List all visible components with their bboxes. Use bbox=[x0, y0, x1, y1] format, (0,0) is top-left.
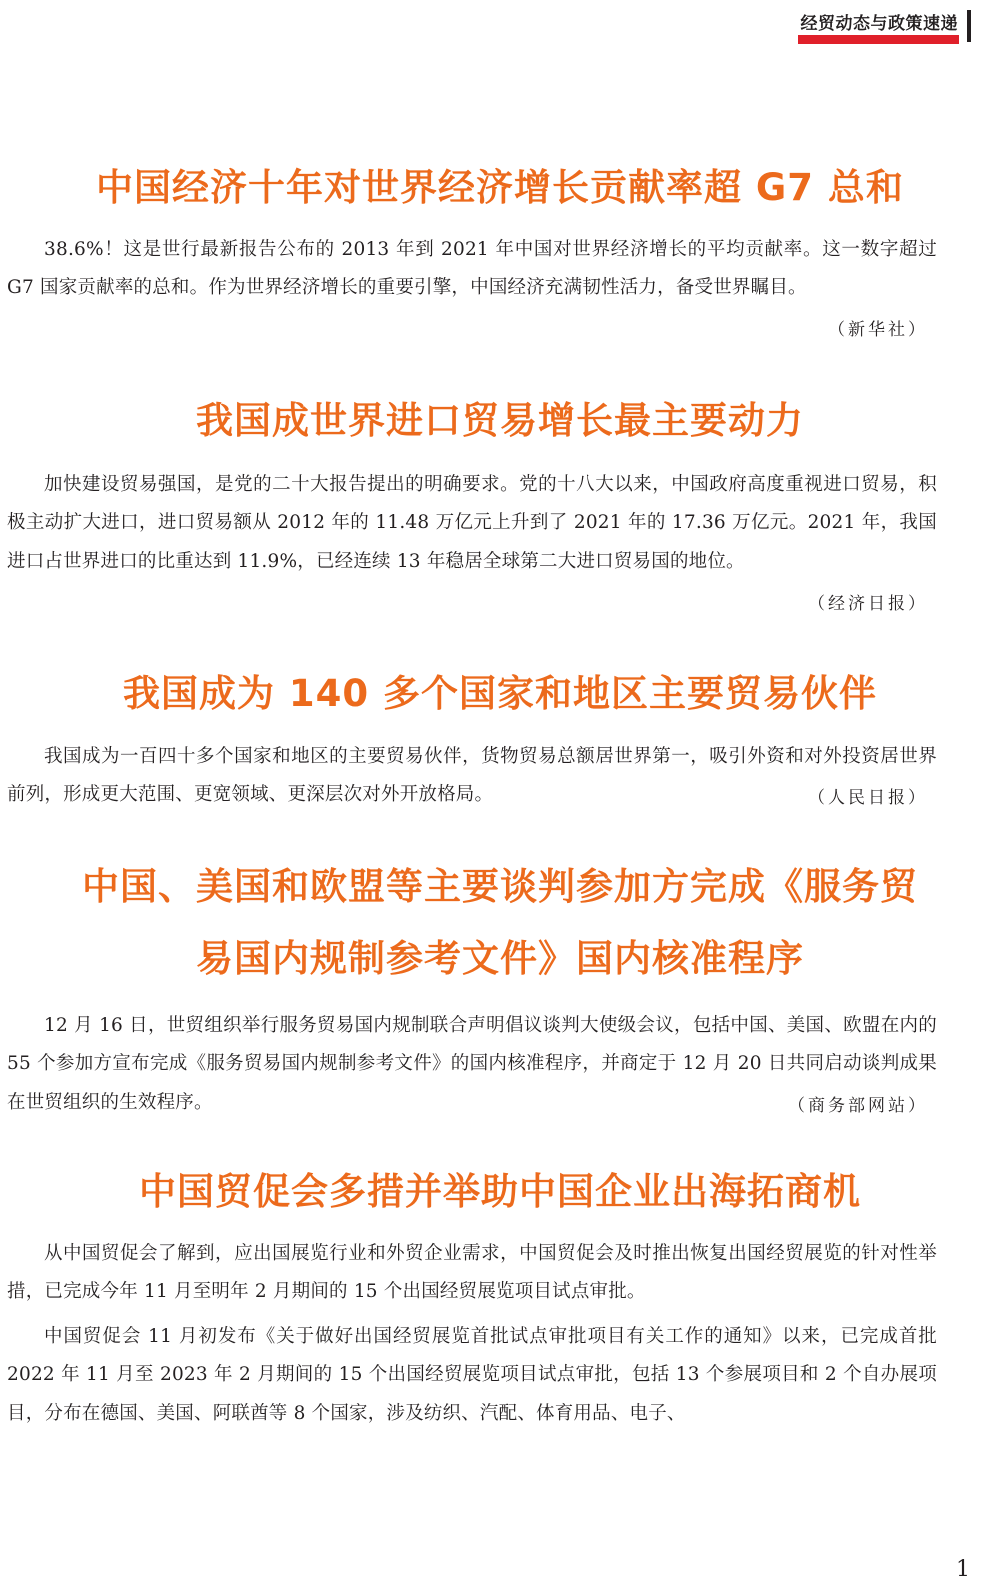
page-edge-rule bbox=[967, 10, 971, 42]
headline-line-1: 中国、美国和欧盟等主要谈判参加方完成《服务贸 bbox=[82, 865, 918, 908]
page-number: 1 bbox=[956, 1557, 970, 1582]
section-title: 经贸动态与政策速递 bbox=[800, 14, 958, 34]
headline: 我国成世界进口贸易增长最主要动力 bbox=[196, 399, 804, 442]
body-paragraph: 中国贸促会 11 月初发布《关于做好出国经贸展览首批试点审批项目有关工作的通知》以来，已完成首批 2022 年 11 月至 2023 年 2 月期间的 15 个出国经贸展览项目试点审批，包括 13 个参展项目和 2 个自办展项目，分布在德国、美国、阿联酋等 8 个国家，涉及纺织、汽配、体育用品、电子、 bbox=[7, 1326, 937, 1424]
headline-line-2: 易国内规制参考文件》国内核准程序 bbox=[196, 937, 804, 980]
body-paragraph: 12 月 16 日，世贸组织举行服务贸易国内规制联合声明倡议谈判大使级会议，包括中国、美国、欧盟在内的 55 个参加方宣布完成《服务贸易国内规制参考文件》的国内核准程序，并商定于 12 月 20 日共同启动谈判成果在世贸组织的生效程序。 bbox=[7, 1015, 937, 1113]
news-source: （经济日报） bbox=[808, 594, 928, 614]
body-paragraph: 38.6%！这是世行最新报告公布的 2013 年到 2021 年中国对世界经济增长的平均贡献率。这一数字超过 G7 国家贡献率的总和。作为世界经济增长的重要引擎，中国经济充满韧性活力，备受世界瞩目。 bbox=[7, 239, 937, 299]
body-paragraph: 从中国贸促会了解到，应出国展览行业和外贸企业需求，中国贸促会及时推出恢复出国经贸展览的针对性举措，已完成今年 11 月至明年 2 月期间的 15 个出国经贸展览项目试点审批。 bbox=[7, 1243, 937, 1303]
body-paragraph: 加快建设贸易强国，是党的二十大报告提出的明确要求。党的十八大以来，中国政府高度重视进口贸易，积极主动扩大进口，进口贸易额从 2012 年的 11.48 万亿元上升到了 2021 年的 17.36 万亿元。2021 年，我国进口占世界进口的比重达到 11.9%，已经连续 13 年稳居全球第二大进口贸易国的地位。 bbox=[7, 474, 937, 572]
news-source: （新华社） bbox=[828, 320, 928, 340]
body-paragraph: 我国成为一百四十多个国家和地区的主要贸易伙伴，货物贸易总额居世界第一，吸引外资和对外投资居世界前列，形成更大范围、更宽领域、更深层次对外开放格局。 bbox=[7, 746, 937, 806]
news-source: （人民日报） bbox=[808, 788, 928, 808]
headline: 中国经济十年对世界经济增长贡献率超 G7 总和 bbox=[96, 166, 904, 209]
headline: 我国成为 140 多个国家和地区主要贸易伙伴 bbox=[123, 672, 877, 715]
headline: 中国贸促会多措并举助中国企业出海拓商机 bbox=[139, 1170, 861, 1213]
news-source: （商务部网站） bbox=[788, 1096, 928, 1116]
section-title-underline bbox=[798, 35, 959, 44]
